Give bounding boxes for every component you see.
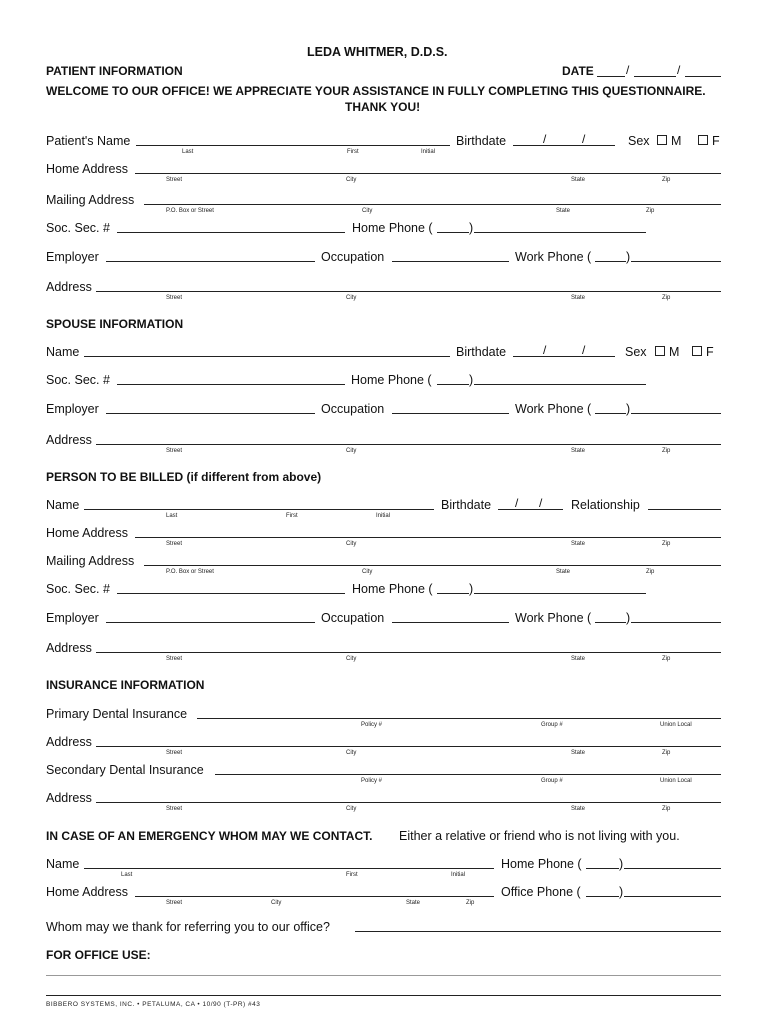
paren-close: ): [619, 885, 624, 899]
work-phone-area-code[interactable]: [595, 261, 626, 262]
mailing-address-label: Mailing Address: [46, 193, 135, 207]
billed-occupation-label: Occupation: [321, 611, 385, 625]
emergency-name-field[interactable]: [84, 868, 494, 869]
paren-close: ): [626, 250, 631, 264]
caption-union-local: Union Local: [660, 722, 692, 728]
caption-zip: Zip: [662, 750, 671, 756]
spouse-birthdate-field[interactable]: [513, 356, 615, 357]
caption-city: City: [346, 295, 357, 301]
caption-state: State: [406, 900, 421, 906]
billed-employer-field[interactable]: [106, 622, 315, 623]
billed-home-phone-area-code[interactable]: [437, 593, 469, 594]
billed-mailing-address-label: Mailing Address: [46, 554, 135, 568]
spouse-home-phone-label: Home Phone (: [351, 373, 432, 387]
patients-name-field[interactable]: [136, 145, 450, 146]
sex-male-label: M: [671, 134, 682, 148]
date-label: DATE: [562, 64, 594, 78]
caption-zip: Zip: [662, 806, 671, 812]
billed-address-label: Address: [46, 641, 92, 655]
office-phone-area-code[interactable]: [586, 896, 619, 897]
date-separator: /: [626, 63, 630, 77]
employer-field[interactable]: [106, 261, 315, 262]
billed-address-field[interactable]: [96, 652, 721, 653]
relationship-field[interactable]: [648, 509, 721, 510]
spouse-work-phone-area-code[interactable]: [595, 413, 626, 414]
billed-soc-sec-field[interactable]: [117, 593, 345, 594]
billed-work-phone-label: Work Phone (: [515, 611, 592, 625]
caption-zip: Zip: [662, 656, 671, 662]
caption-state: State: [571, 806, 586, 812]
secondary-insurance-address-label: Address: [46, 791, 92, 805]
caption-group: Group #: [541, 778, 563, 784]
employer-label: Employer: [46, 250, 99, 264]
spouse-employer-field[interactable]: [106, 413, 315, 414]
work-phone-label: Work Phone (: [515, 250, 592, 264]
birthdate-separator: /: [543, 343, 547, 357]
address-field[interactable]: [96, 291, 721, 292]
spouse-home-phone-field[interactable]: [474, 384, 646, 385]
caption-zip: Zip: [646, 569, 655, 575]
occupation-label: Occupation: [321, 250, 385, 264]
caption-state: State: [571, 448, 586, 454]
birthdate-label: Birthdate: [456, 134, 507, 148]
thank-you-message: THANK YOU!: [345, 100, 421, 114]
caption-group: Group #: [541, 722, 563, 728]
occupation-field[interactable]: [392, 261, 509, 262]
caption-state: State: [571, 177, 586, 183]
emergency-home-phone-field[interactable]: [624, 868, 721, 869]
sex-female-label: F: [712, 134, 720, 148]
spouse-name-label: Name: [46, 345, 80, 359]
spouse-work-phone-field[interactable]: [631, 413, 721, 414]
caption-state: State: [556, 569, 571, 575]
home-phone-field[interactable]: [474, 232, 646, 233]
spouse-occupation-field[interactable]: [392, 413, 509, 414]
billed-section-heading: PERSON TO BE BILLED (if different from above): [46, 470, 322, 484]
spouse-address-label: Address: [46, 433, 92, 447]
billed-occupation-field[interactable]: [392, 622, 509, 623]
spouse-occupation-label: Occupation: [321, 402, 385, 416]
caption-zip: Zip: [662, 541, 671, 547]
spouse-sex-label: Sex: [625, 345, 647, 359]
birthdate-separator: /: [582, 343, 586, 357]
caption-state: State: [571, 656, 586, 662]
office-use-heading: FOR OFFICE USE:: [46, 948, 151, 962]
spouse-sex-male-label: M: [669, 345, 680, 359]
sex-label: Sex: [628, 134, 650, 148]
caption-last: Last: [121, 872, 133, 878]
caption-zip: Zip: [662, 177, 671, 183]
billed-work-phone-field[interactable]: [631, 622, 721, 623]
office-phone-label: Office Phone (: [501, 885, 581, 899]
emergency-home-phone-area-code[interactable]: [586, 868, 619, 869]
caption-zip: Zip: [662, 448, 671, 454]
primary-dental-field[interactable]: [197, 718, 721, 719]
caption-state: State: [556, 208, 571, 214]
caption-state: State: [571, 541, 586, 547]
caption-street: Street: [166, 656, 183, 662]
spouse-soc-sec-field[interactable]: [117, 384, 345, 385]
date-day-field[interactable]: [634, 76, 676, 77]
caption-state: State: [571, 750, 586, 756]
spouse-employer-label: Employer: [46, 402, 99, 416]
billed-employer-label: Employer: [46, 611, 99, 625]
caption-po-box: P.O. Box or Street: [166, 208, 214, 214]
billed-name-field[interactable]: [84, 509, 434, 510]
birthdate-separator: /: [543, 132, 547, 146]
billed-name-label: Name: [46, 498, 80, 512]
billed-birthdate-field[interactable]: [498, 509, 563, 510]
caption-zip: Zip: [466, 900, 475, 906]
caption-street: Street: [166, 900, 183, 906]
work-phone-field[interactable]: [631, 261, 721, 262]
soc-sec-field[interactable]: [117, 232, 345, 233]
billed-work-phone-area-code[interactable]: [595, 622, 626, 623]
paren-close: ): [626, 402, 631, 416]
spouse-sex-female-label: F: [706, 345, 714, 359]
caption-last: Last: [166, 513, 178, 519]
relationship-label: Relationship: [571, 498, 640, 512]
home-phone-area-code[interactable]: [437, 232, 469, 233]
paren-close: ): [626, 611, 631, 625]
birthdate-separator: /: [539, 496, 543, 510]
primary-insurance-address-field[interactable]: [96, 746, 721, 747]
emergency-home-address-label: Home Address: [46, 885, 128, 899]
caption-policy: Policy #: [361, 722, 383, 728]
caption-city: City: [362, 208, 373, 214]
caption-last: Last: [182, 149, 194, 155]
paren-close: ): [469, 373, 474, 387]
form-footer: BIBBERO SYSTEMS, INC. • PETALUMA, CA • 10/90 (T-PR) #43: [46, 1001, 261, 1008]
billed-home-phone-label: Home Phone (: [352, 582, 433, 596]
caption-city: City: [346, 448, 357, 454]
paren-close: ): [619, 857, 624, 871]
address-label: Address: [46, 280, 92, 294]
secondary-dental-label: Secondary Dental Insurance: [46, 763, 204, 777]
billed-home-phone-field[interactable]: [474, 593, 646, 594]
caption-city: City: [346, 806, 357, 812]
practice-title: LEDA WHITMER, D.D.S.: [307, 45, 448, 59]
billed-mailing-address-field[interactable]: [144, 565, 721, 566]
caption-first: First: [346, 872, 358, 878]
caption-street: Street: [166, 448, 183, 454]
paren-close: ): [469, 221, 474, 235]
caption-street: Street: [166, 806, 183, 812]
caption-city: City: [271, 900, 282, 906]
caption-city: City: [346, 656, 357, 662]
birthdate-field[interactable]: [513, 145, 615, 146]
emergency-home-phone-label: Home Phone (: [501, 857, 582, 871]
caption-initial: Initial: [376, 513, 391, 519]
caption-street: Street: [166, 541, 183, 547]
paren-close: ): [469, 582, 474, 596]
caption-city: City: [346, 541, 357, 547]
caption-state: State: [571, 295, 586, 301]
spouse-name-field[interactable]: [84, 356, 450, 357]
sex-female-checkbox[interactable]: [698, 135, 708, 145]
welcome-message: WELCOME TO OUR OFFICE! WE APPRECIATE YOUR ASSISTANCE IN FULLY COMPLETING THIS QUESTIONNAIRE.: [46, 84, 706, 98]
referral-field[interactable]: [355, 931, 721, 932]
date-year-field[interactable]: [685, 76, 721, 77]
sex-male-checkbox[interactable]: [657, 135, 667, 145]
office-use-line[interactable]: [46, 995, 721, 996]
date-month-field[interactable]: [597, 76, 625, 77]
home-phone-label: Home Phone (: [352, 221, 433, 235]
spouse-birthdate-label: Birthdate: [456, 345, 507, 359]
caption-street: Street: [166, 750, 183, 756]
office-phone-field[interactable]: [624, 896, 721, 897]
secondary-insurance-address-field[interactable]: [96, 802, 721, 803]
primary-insurance-address-label: Address: [46, 735, 92, 749]
caption-zip: Zip: [646, 208, 655, 214]
spouse-sex-male-checkbox[interactable]: [655, 346, 665, 356]
emergency-section-heading: IN CASE OF AN EMERGENCY WHOM MAY WE CONTACT.: [46, 829, 373, 843]
primary-dental-label: Primary Dental Insurance: [46, 707, 188, 721]
insurance-section-heading: INSURANCE INFORMATION: [46, 678, 205, 692]
spouse-sex-female-checkbox[interactable]: [692, 346, 702, 356]
caption-zip: Zip: [662, 295, 671, 301]
home-address-field[interactable]: [135, 173, 721, 174]
billed-soc-sec-label: Soc. Sec. #: [46, 582, 110, 596]
caption-city: City: [362, 569, 373, 575]
spouse-soc-sec-label: Soc. Sec. #: [46, 373, 110, 387]
caption-initial: Initial: [451, 872, 466, 878]
caption-policy: Policy #: [361, 778, 383, 784]
date-separator: /: [677, 63, 681, 77]
patient-information-heading: PATIENT INFORMATION: [46, 64, 183, 78]
emergency-home-address-field[interactable]: [135, 896, 494, 897]
spouse-home-phone-area-code[interactable]: [437, 384, 469, 385]
caption-first: First: [347, 149, 359, 155]
home-address-label: Home Address: [46, 162, 128, 176]
patients-name-label: Patient's Name: [46, 134, 131, 148]
caption-city: City: [346, 177, 357, 183]
caption-po-box: P.O. Box or Street: [166, 569, 214, 575]
billed-home-address-field[interactable]: [135, 537, 721, 538]
spouse-section-heading: SPOUSE INFORMATION: [46, 317, 184, 331]
spouse-address-field[interactable]: [96, 444, 721, 445]
mailing-address-field[interactable]: [144, 204, 721, 205]
secondary-dental-field[interactable]: [215, 774, 721, 775]
emergency-note: Either a relative or friend who is not living with you.: [399, 829, 680, 843]
caption-first: First: [286, 513, 298, 519]
emergency-name-label: Name: [46, 857, 80, 871]
soc-sec-label: Soc. Sec. #: [46, 221, 110, 235]
referral-label: Whom may we thank for referring you to our office?: [46, 920, 330, 934]
billed-home-address-label: Home Address: [46, 526, 128, 540]
birthdate-separator: /: [515, 496, 519, 510]
caption-initial: Initial: [421, 149, 436, 155]
birthdate-separator: /: [582, 132, 586, 146]
office-use-line[interactable]: [46, 975, 721, 976]
billed-birthdate-label: Birthdate: [441, 498, 492, 512]
caption-street: Street: [166, 177, 183, 183]
caption-union-local: Union Local: [660, 778, 692, 784]
caption-city: City: [346, 750, 357, 756]
caption-street: Street: [166, 295, 183, 301]
spouse-work-phone-label: Work Phone (: [515, 402, 592, 416]
